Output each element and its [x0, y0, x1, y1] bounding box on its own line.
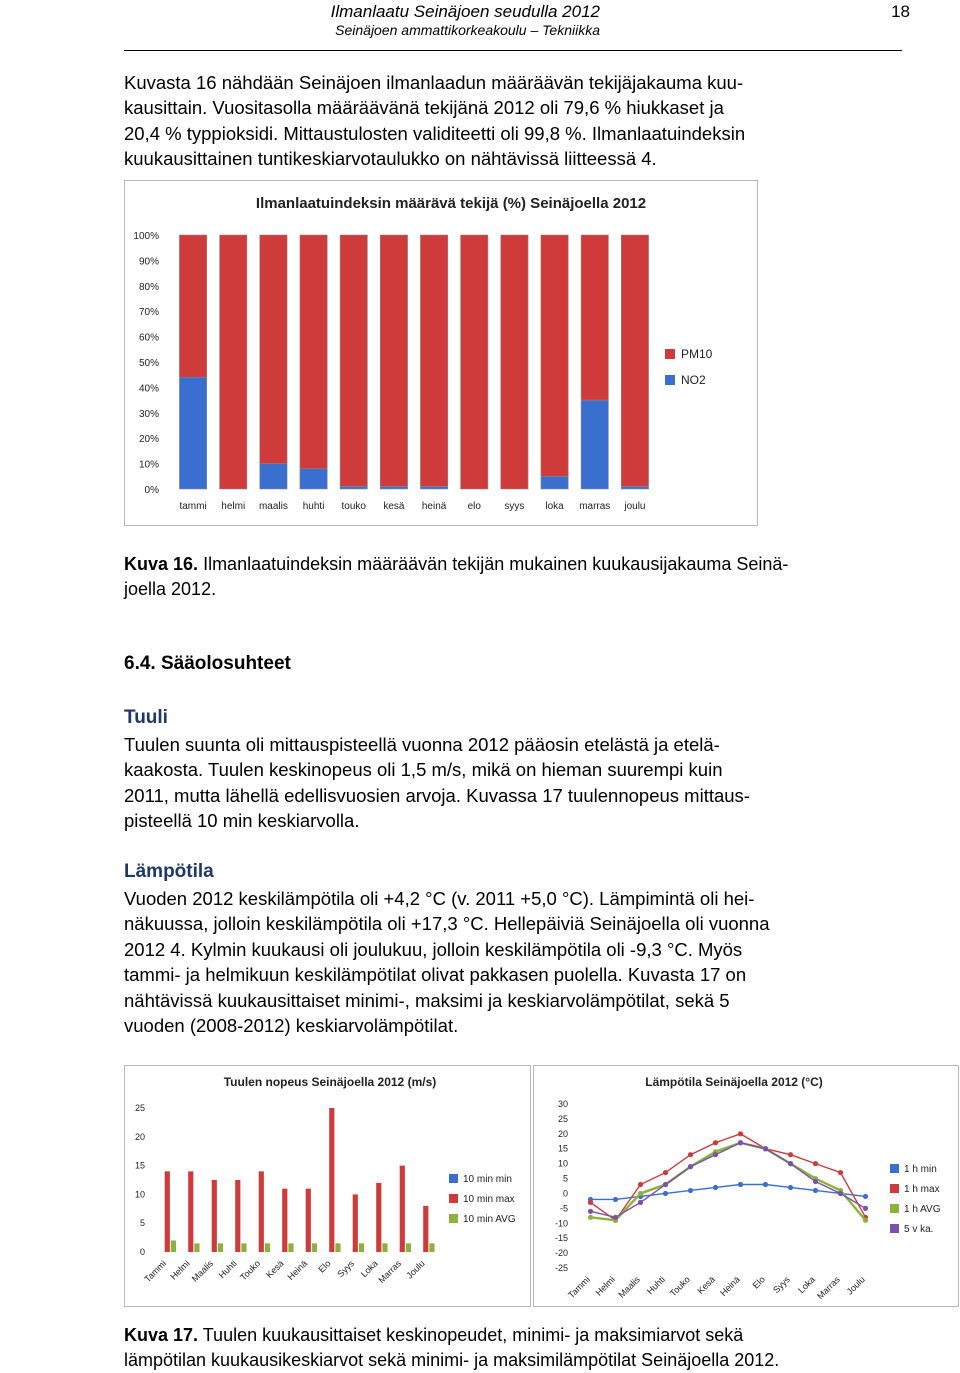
data-point [838, 1191, 843, 1196]
y-tick-label: -10 [554, 1218, 568, 1229]
y-tick-label: 15 [134, 1160, 145, 1171]
data-point [638, 1182, 643, 1187]
caption-text: Tuulen kuukausittaiset keskinopeudet, minimi- ja maksimiarvot sekä [202, 1325, 744, 1345]
y-tick-label: 20% [138, 434, 159, 446]
text-line: pisteellä 10 min keskiarvolla. [124, 810, 360, 832]
bar-10-min-max [165, 1171, 170, 1252]
temperature-chart [533, 1065, 959, 1307]
legend-label: PM10 [681, 347, 713, 361]
x-tick-label: Huhti [644, 1274, 667, 1297]
data-point [588, 1200, 593, 1205]
x-tick-label: Kesä [264, 1258, 286, 1280]
bar-10-min-avg [194, 1243, 199, 1252]
y-tick-label: -5 [559, 1203, 568, 1214]
text-line: 2012 4. Kylmin kuukausi oli joulukuu, jolloin keskilämpötila oli -9,3 °C. Myös [124, 938, 743, 960]
subheading-lampotila: Lämpötila [124, 861, 214, 882]
intro-paragraph [124, 70, 904, 172]
bar-pm10 [179, 235, 206, 377]
caption-text: Ilmanlaatuindeksin määräävän tekijän mukainen kuukausijakauma Seinä- [203, 554, 789, 574]
y-tick-label: 0% [144, 485, 159, 496]
bar-10-min-avg [265, 1243, 270, 1252]
data-point [813, 1161, 818, 1166]
data-point [763, 1182, 768, 1187]
data-point [663, 1182, 668, 1187]
bar-no2 [621, 486, 648, 489]
figure-17-caption [124, 1323, 904, 1373]
bar-10-min-avg [335, 1243, 340, 1252]
y-tick-label: 5 [139, 1218, 145, 1229]
bar-10-min-max [329, 1108, 334, 1252]
figure-16-caption [124, 552, 904, 602]
data-point [863, 1194, 868, 1199]
line-5-v-ka- [591, 1143, 866, 1218]
chart-title: Lämpötila Seinäjoella 2012 (°C) [645, 1075, 823, 1089]
y-tick-label: 25 [134, 1103, 145, 1113]
text-line: nähtävissä kuukausittaiset minimi-, maksimi ja keskiarvolämpötilat, sekä 5 [124, 989, 730, 1011]
data-point [738, 1182, 743, 1187]
bar-pm10 [340, 235, 367, 486]
y-tick-label: 10 [557, 1158, 568, 1169]
data-point [663, 1170, 668, 1175]
subheading-tuuli: Tuuli [124, 707, 168, 728]
x-tick-label: Touko [667, 1274, 692, 1299]
bar-10-min-max [188, 1171, 193, 1252]
legend-label: 1 h max [904, 1184, 940, 1195]
y-tick-label: 90% [138, 256, 159, 268]
bar-pm10 [380, 235, 407, 486]
x-tick-label: Touko [238, 1258, 263, 1283]
bar-no2 [260, 464, 287, 489]
bar-10-min-avg [312, 1243, 317, 1252]
data-point [788, 1185, 793, 1190]
legend-label: 5 v ka. [904, 1224, 934, 1235]
y-tick-label: -15 [554, 1233, 568, 1244]
y-tick-label: 5 [562, 1173, 568, 1184]
temperature-paragraph [124, 886, 904, 1038]
data-point [738, 1131, 743, 1136]
air-quality-factor-chart [125, 181, 757, 525]
y-tick-label: 50% [138, 358, 159, 369]
legend-label: 10 min min [463, 1174, 512, 1185]
data-point [788, 1161, 793, 1166]
bar-10-min-avg [382, 1243, 387, 1252]
bar-pm10 [300, 235, 327, 469]
wind-speed-chart-svg [125, 1066, 530, 1306]
text-line: Tuulen suunta oli mittauspisteellä vuonna 2012 pääosin etelästä ja etelä- [124, 734, 720, 755]
bar-pm10 [621, 235, 648, 486]
legend-swatch [449, 1194, 458, 1203]
x-tick-label: huhti [302, 501, 325, 512]
y-tick-label: 80% [138, 281, 159, 293]
text-line: Vuoden 2012 keskilämpötila oli +4,2 °C (v. 2011 +5,0 °C). Lämpimintä oli hei- [124, 888, 755, 909]
chart-title: Ilmanlaatuindeksin määrävä tekijä (%) Seinäjoella 2012 [255, 195, 647, 212]
text-line: näkuussa, jolloin keskilämpötila oli +17,3 °C. Hellepäiviä Seinäjoella oli vuonna [124, 913, 770, 935]
bar-no2 [300, 469, 327, 489]
data-point [863, 1218, 868, 1223]
legend-label: 10 min max [463, 1194, 515, 1205]
data-point [713, 1140, 718, 1145]
text-line: kaakosta. Tuulen keskinopeus oli 1,5 m/s, mikä on hieman suurempi kuin [124, 759, 723, 781]
wind-paragraph [124, 732, 904, 834]
text-line: tammi- ja helmikuun keskilämpötilat olivat pakkasen puolella. Kuvasta 17 on [124, 964, 747, 986]
legend-swatch [665, 375, 675, 385]
y-tick-label: 15 [557, 1143, 568, 1154]
data-point [713, 1185, 718, 1190]
data-point [613, 1215, 618, 1220]
bar-10-min-avg [429, 1243, 434, 1252]
data-point [863, 1206, 868, 1211]
legend-label: NO2 [681, 373, 706, 387]
bar-10-min-avg [171, 1240, 176, 1252]
legend-swatch [449, 1214, 458, 1223]
bar-pm10 [541, 235, 568, 476]
page-number: 18 [891, 2, 910, 21]
y-tick-label: 0 [562, 1188, 568, 1199]
bar-pm10 [420, 235, 447, 486]
x-tick-label: tammi [179, 501, 207, 512]
bar-pm10 [461, 235, 488, 489]
data-point [638, 1200, 643, 1205]
text-line: 2011, mutta lähellä edellisvuosien arvoja. Kuvassa 17 tuulennopeus mittaus- [124, 784, 750, 806]
data-point [688, 1152, 693, 1157]
legend-label: 1 h AVG [904, 1204, 941, 1215]
x-tick-label: syys [504, 501, 525, 512]
x-tick-label: Tammi [142, 1258, 169, 1285]
x-tick-label: heinä [421, 501, 447, 512]
x-tick-label: Syys [335, 1258, 357, 1280]
bar-10-min-max [235, 1180, 240, 1252]
text-line: 20,4 % typpioksidi. Mittaustulosten validiteetti oli 99,8 %. Ilmanlaatuindeksin [124, 122, 746, 144]
y-tick-label: 30% [138, 408, 159, 420]
bar-no2 [541, 476, 568, 489]
y-tick-label: 10% [138, 459, 159, 471]
y-tick-label: 10 [134, 1189, 145, 1200]
y-tick-label: 30 [557, 1099, 568, 1109]
data-point [713, 1152, 718, 1157]
caption-label: Kuva 16. [124, 554, 199, 574]
header-rule [124, 50, 902, 51]
temperature-chart-svg [534, 1066, 958, 1306]
legend-swatch [890, 1224, 899, 1233]
x-tick-label: Loka [796, 1274, 817, 1296]
bar-10-min-avg [218, 1243, 223, 1252]
data-point [688, 1164, 693, 1169]
running-header-title: Ilmanlaatu Seinäjoen seudulla 2012 [330, 2, 600, 21]
x-tick-label: marras [579, 501, 611, 512]
y-tick-label: -25 [554, 1263, 568, 1273]
x-tick-label: Marras [376, 1258, 404, 1286]
bar-no2 [340, 486, 367, 489]
bar-pm10 [581, 235, 608, 400]
y-tick-label: -20 [554, 1248, 568, 1259]
running-header-subtitle: Seinäjoen ammattikorkeakoulu – Tekniikka [335, 22, 600, 38]
y-tick-label: 100% [133, 231, 159, 242]
x-tick-label: kesä [383, 501, 405, 512]
data-point [588, 1215, 593, 1220]
data-point [813, 1179, 818, 1184]
data-point [838, 1170, 843, 1175]
legend-swatch [890, 1184, 899, 1193]
x-tick-label: Helmi [168, 1258, 192, 1282]
data-point [588, 1209, 593, 1214]
caption-text: joella 2012. [124, 579, 217, 599]
text-line: Kuvasta 16 nähdään Seinäjoen ilmanlaadun määräävän tekijäjakauma kuu- [124, 72, 744, 93]
caption-text: lämpötilan kuukausikeskiarvot sekä minimi- ja maksimilämpötilat Seinäjoella 2012. [124, 1350, 780, 1370]
y-tick-label: 60% [138, 332, 159, 344]
data-point [788, 1152, 793, 1157]
x-tick-label: Heinä [718, 1274, 742, 1299]
x-tick-label: Huhti [216, 1258, 239, 1281]
x-tick-label: Maalis [616, 1274, 642, 1300]
bar-pm10 [260, 235, 287, 464]
bar-10-min-max [400, 1166, 405, 1252]
bar-no2 [380, 486, 407, 489]
x-tick-label: loka [545, 501, 564, 512]
caption-label: Kuva 17. [124, 1325, 199, 1345]
legend-label: 1 h min [904, 1164, 937, 1175]
x-tick-label: Syys [771, 1274, 792, 1296]
data-point [688, 1188, 693, 1193]
bar-no2 [179, 377, 206, 489]
bar-10-min-max [353, 1194, 358, 1252]
x-tick-label: Helmi [593, 1274, 617, 1298]
data-point [613, 1197, 618, 1202]
line-1-h-avg [591, 1143, 866, 1221]
legend-swatch [665, 349, 675, 359]
x-tick-label: maalis [258, 501, 288, 512]
legend-swatch [890, 1164, 899, 1173]
bar-10-min-max [423, 1206, 428, 1252]
section-title: 6.4. Sääolosuhteet [124, 653, 291, 674]
bar-10-min-max [376, 1183, 381, 1252]
x-tick-label: Joulu [404, 1258, 427, 1281]
y-tick-label: 70% [138, 307, 159, 319]
x-tick-label: touko [341, 501, 366, 512]
text-line: kausittain. Vuositasolla määräävänä tekijänä 2012 oli 79,6 % hiukkaset ja [124, 97, 724, 119]
bar-10-min-max [306, 1189, 311, 1252]
legend-swatch [890, 1204, 899, 1213]
data-point [738, 1140, 743, 1145]
bar-10-min-max [212, 1180, 217, 1252]
data-point [638, 1191, 643, 1196]
x-tick-label: Loka [358, 1258, 380, 1280]
bar-no2 [581, 400, 608, 489]
bar-10-min-avg [241, 1243, 246, 1252]
legend-label: 10 min AVG [463, 1214, 516, 1225]
data-point [763, 1146, 768, 1151]
legend-swatch [449, 1174, 458, 1183]
data-point [813, 1188, 818, 1193]
x-tick-label: Tammi [566, 1274, 592, 1301]
bar-10-min-avg [359, 1243, 364, 1252]
figure-16-chart [124, 180, 758, 526]
x-tick-label: elo [467, 501, 481, 512]
y-tick-label: 40% [138, 383, 159, 395]
text-line: vuoden (2008-2012) keskiarvolämpötilat. [124, 1015, 459, 1037]
wind-speed-chart [124, 1065, 531, 1307]
x-tick-label: Heinä [285, 1258, 310, 1283]
x-tick-label: Marras [815, 1274, 842, 1302]
y-tick-label: 20 [557, 1128, 568, 1139]
bar-10-min-avg [288, 1243, 293, 1252]
x-tick-label: helmi [221, 501, 246, 512]
bar-no2 [420, 486, 447, 489]
y-tick-label: 20 [134, 1131, 145, 1142]
x-tick-label: Maalis [189, 1258, 216, 1284]
bar-pm10 [220, 235, 247, 489]
x-tick-label: joulu [624, 501, 646, 512]
data-point [663, 1191, 668, 1196]
bar-10-min-avg [406, 1243, 411, 1252]
x-tick-label: Elo [750, 1274, 767, 1291]
bar-pm10 [501, 235, 528, 489]
chart-title: Tuulen nopeus Seinäjoella 2012 (m/s) [223, 1075, 437, 1089]
bar-10-min-max [259, 1171, 264, 1252]
bar-10-min-max [282, 1189, 287, 1252]
x-tick-label: Kesä [695, 1274, 717, 1296]
x-tick-label: Elo [316, 1258, 333, 1275]
y-tick-label: 0 [139, 1247, 145, 1257]
x-tick-label: Joulu [844, 1274, 867, 1297]
y-tick-label: 25 [557, 1113, 568, 1124]
text-line: kuukausittainen tuntikeskiarvotaulukko on nähtävissä liitteessä 4. [124, 148, 657, 170]
